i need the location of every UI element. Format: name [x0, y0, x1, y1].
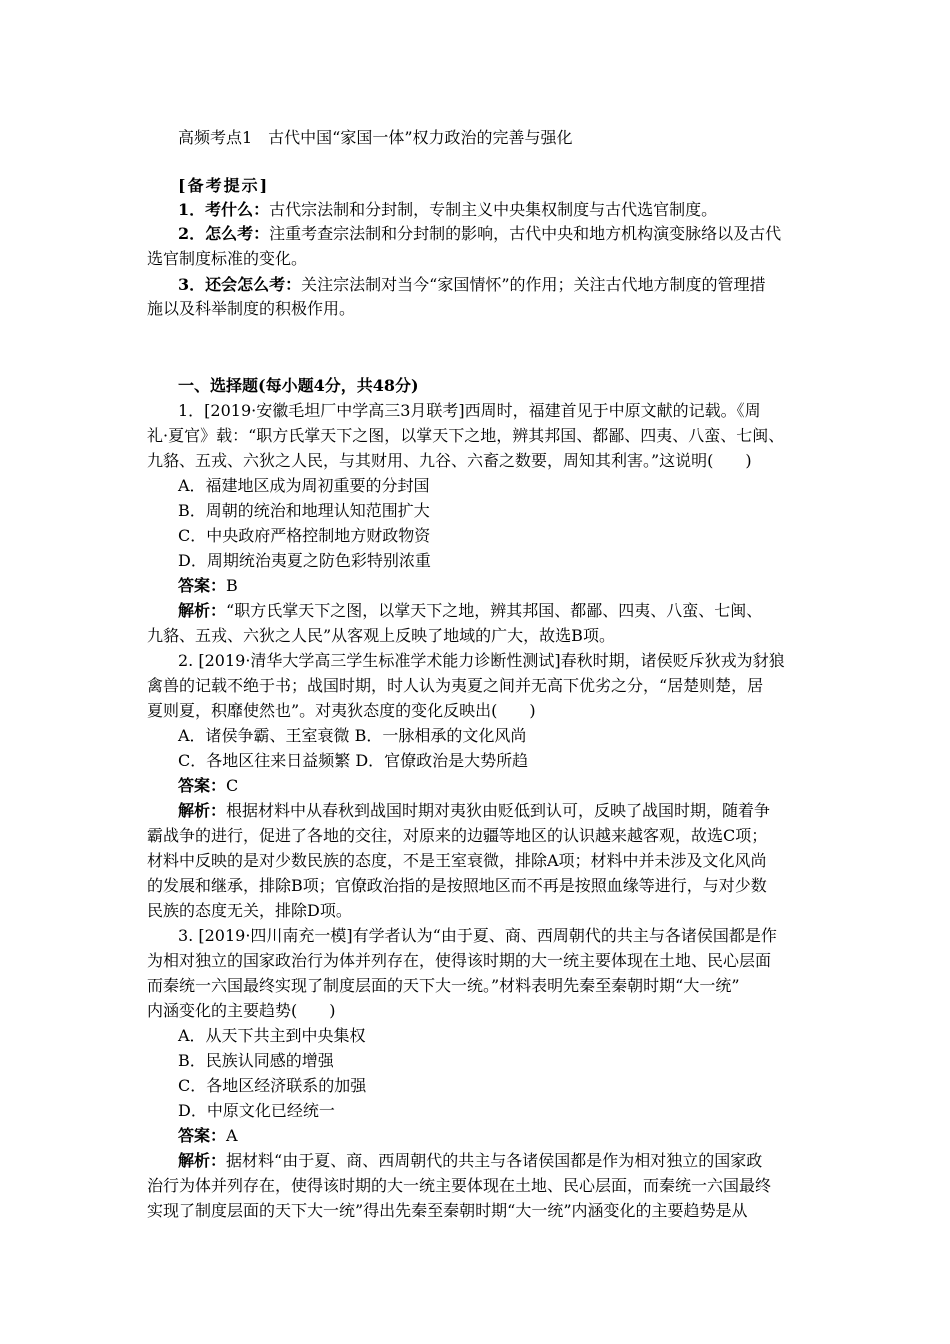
q2-analysis-2: 霸战争的进行，促进了各地的交往，对原来的边疆等地区的认识越来越客观，故选C项；	[147, 826, 768, 845]
q3-stem-2: 为相对独立的国家政治行为体并列存在，使得该时期的大一统主要体现在土地、民心层面	[147, 951, 772, 970]
q3-option-c: C．各地区经济联系的加强	[178, 1076, 367, 1095]
q1-answer	[178, 574, 838, 598]
answer-value: B	[226, 576, 238, 595]
analysis-label: 解析：	[178, 601, 227, 620]
analysis-text: “职方氏掌天下之图，以掌天下之地，辨其邦国、都鄙、四夷、八蛮、七闽、	[226, 601, 763, 620]
q3-option-d: D．中原文化已经统一	[178, 1101, 335, 1120]
q1-analysis-1	[178, 599, 838, 623]
hint-item-2	[178, 222, 838, 246]
hint-item-1	[178, 198, 838, 222]
q3-analysis-2: 治行为体并列存在，使得该时期的大一统主要体现在土地、民心层面，而秦统一六国最终	[147, 1176, 772, 1195]
hint-item-2-cont: 选官制度标准的变化。	[147, 249, 308, 268]
q3-option-a: A．从天下共主到中央集权	[178, 1026, 366, 1045]
q3-stem-4: 内涵变化的主要趋势( )	[147, 1001, 336, 1020]
q2-stem-2: 禽兽的记载不绝于书；战国时期，时人认为夷夏之间并无高下优劣之分，“居楚则楚，居	[147, 676, 764, 695]
q1-analysis-2: 九貉、五戎、六狄之人民”从客观上反映了地域的广大，故选B项。	[147, 626, 615, 645]
analysis-label: 解析：	[178, 1151, 227, 1170]
q1-stem-1: 1．[2019·安徽毛坦厂中学高三3月联考]西周时，福建首见于中原文献的记载。《周	[178, 401, 761, 420]
analysis-text: 据材料“由于夏、商、西周朝代的共主与各诸侯国都是作为相对独立的国家政	[226, 1151, 763, 1170]
q1-option-c: C．中央政府严格控制地方财政物资	[178, 526, 431, 545]
hint-item-3	[178, 273, 838, 297]
answer-label: 答案：	[178, 576, 227, 595]
hint-item-3-cont: 施以及科举制度的积极作用。	[147, 299, 356, 318]
hint-label: 2．怎么考：	[178, 224, 270, 243]
q1-option-b: B．周朝的统治和地理认知范围扩大	[178, 501, 430, 520]
hint-label: 1．考什么：	[178, 200, 270, 219]
q3-stem-3: 而秦统一六国最终实现了制度层面的天下大一统。”材料表明先秦至秦朝时期“大一统”	[147, 976, 740, 995]
q3-option-b: B．民族认同感的增强	[178, 1051, 334, 1070]
q3-stem-1: 3. [2019·四川南充一模]有学者认为“由于夏、商、西周朝代的共主与各诸侯国都是作	[178, 926, 777, 945]
hint-text: 古代宗法制和分封制，专制主义中央集权制度与古代选官制度。	[269, 200, 718, 219]
section-heading: 一、选择题(每小题4分，共48分)	[178, 376, 419, 395]
hint-text: 关注宗法制对当今“家国情怀”的作用；关注古代地方制度的管理措	[301, 275, 766, 294]
analysis-text: 根据材料中从春秋到战国时期对夷狄由贬低到认可，反映了战国时期，随着争	[226, 801, 771, 820]
q1-stem-3: 九貉、五戎、六狄之人民，与其财用、九谷、六畜之数要，周知其利害。”这说明( )	[147, 451, 752, 470]
q2-analysis-4: 的发展和继承，排除B项；官僚政治指的是按照地区而不再是按照血缘等进行，与对少数	[147, 876, 767, 895]
answer-label: 答案：	[178, 1126, 227, 1145]
answer-label: 答案：	[178, 776, 227, 795]
q2-option-ab: A．诸侯争霸、王室衰微 B．一脉相承的文化风尚	[178, 726, 527, 745]
q3-answer	[178, 1124, 838, 1148]
hint-text: 注重考查宗法制和分封制的影响，古代中央和地方机构演变脉络以及古代	[269, 224, 782, 243]
answer-value: A	[226, 1126, 238, 1145]
hint-tag: [备考提示]	[178, 176, 270, 195]
q2-option-cd: C．各地区往来日益频繁 D．官僚政治是大势所趋	[178, 751, 529, 770]
q2-analysis-5: 民族的态度无关，排除D项。	[147, 901, 352, 920]
q1-option-a: A．福建地区成为周初重要的分封国	[178, 476, 430, 495]
q2-analysis-1	[178, 799, 838, 823]
q1-option-d: D．周期统治夷夏之防色彩特别浓重	[178, 551, 431, 570]
q2-stem-1: 2. [2019·清华大学高三学生标准学术能力诊断性测试]春秋时期，诸侯贬斥狄戎为豺狼	[178, 651, 785, 670]
hint-label: 3．还会怎么考：	[178, 275, 302, 294]
q2-analysis-3: 材料中反映的是对少数民族的态度，不是王室衰微，排除A项；材料中并未涉及文化风尚	[147, 851, 767, 870]
q2-answer	[178, 774, 838, 798]
page-title: 高频考点1 古代中国“家国一体”权力政治的完善与强化	[178, 128, 573, 147]
q3-analysis-3: 实现了制度层面的天下大一统”得出先秦至秦朝时期“大一统”内涵变化的主要趋势是从	[147, 1201, 748, 1220]
answer-value: C	[226, 776, 239, 795]
analysis-label: 解析：	[178, 801, 227, 820]
q1-stem-2: 礼·夏官》载：“职方氏掌天下之图，以掌天下之地，辨其邦国、都鄙、四夷、八蛮、七闽、	[147, 426, 785, 445]
q3-analysis-1	[178, 1149, 838, 1173]
q2-stem-3: 夏则夏，积靡使然也”。对夷狄态度的变化反映出( )	[147, 701, 536, 720]
